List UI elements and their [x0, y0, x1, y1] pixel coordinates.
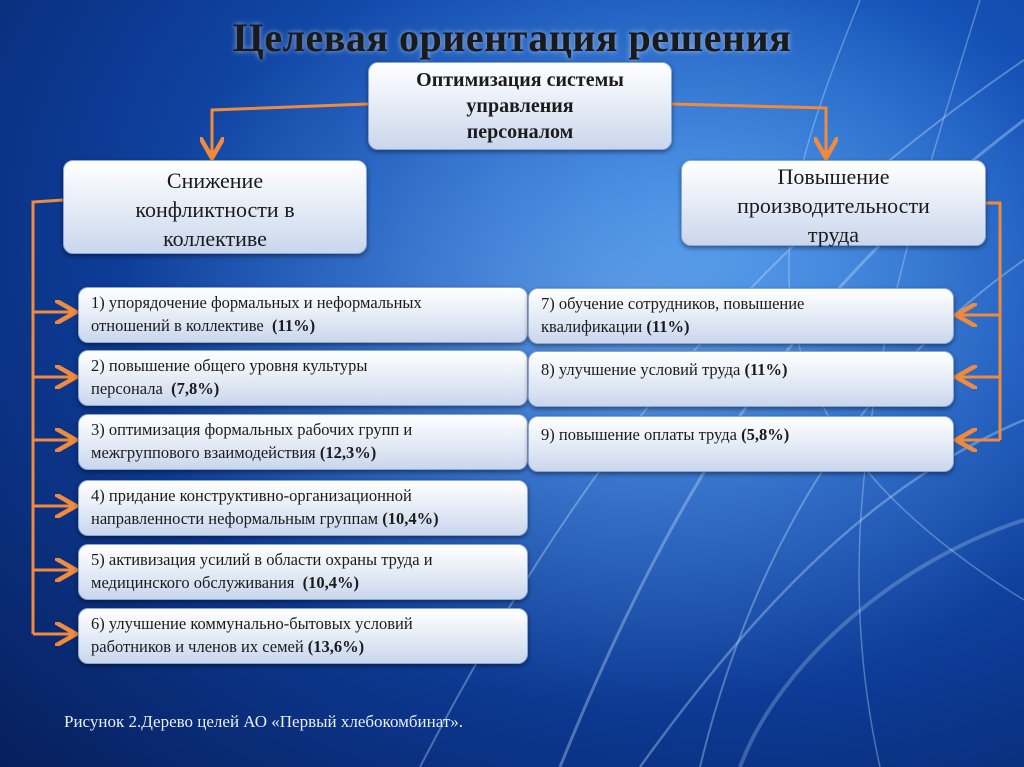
item-line-2: квалификации: [541, 317, 647, 336]
item-line-2: медицинского обслуживания: [91, 573, 299, 592]
root-line-1: Оптимизация системы: [416, 69, 624, 91]
page-title: Целевая ориентация решения: [232, 15, 792, 60]
item-line-2: направленности неформальным группам: [91, 509, 383, 528]
item-line-1: 8) улучшение условий труда: [541, 360, 745, 379]
item-percent: (7,8%): [171, 379, 220, 398]
item-line-1: 7) обучение сотрудников, повышение: [541, 294, 805, 313]
item-line-1: 2) повышение общего уровня культуры: [91, 356, 368, 375]
root-line-3: персоналом: [466, 121, 574, 143]
item-line-2: отношений в коллективе: [91, 316, 268, 335]
item-line-2: межгруппового взаимодействия: [91, 443, 320, 462]
left-item-4: [78, 480, 528, 536]
item-line-2: работников и членов их семей: [91, 637, 308, 656]
item-percent: (11%): [646, 317, 690, 336]
right-spine: [986, 203, 1000, 440]
left-item-5: [78, 544, 528, 600]
right-item-8: [528, 351, 954, 407]
item-percent: (5,8%): [741, 425, 790, 444]
item-line-1: 6) улучшение коммунально-бытовых условий: [91, 614, 413, 633]
right-branch-line-1: Повышение: [777, 164, 890, 189]
left-branch-line-3: коллективе: [163, 226, 267, 251]
left-item-1: [78, 287, 528, 343]
left-item-3: [78, 414, 528, 470]
left-branch-box: [63, 160, 367, 254]
left-item-6: [78, 608, 528, 664]
right-branch-box: [681, 160, 986, 246]
item-line-2: персонала: [91, 379, 167, 398]
root-line-2: управления: [466, 95, 574, 117]
item-percent: (11%): [744, 360, 788, 379]
item-percent: (10,4%): [302, 573, 359, 592]
item-line-1: 1) упорядочение формальных и неформальных: [91, 293, 422, 312]
left-branch-line-1: Снижение: [166, 168, 264, 193]
right-branch-line-3: труда: [807, 222, 860, 247]
right-item-7: [528, 288, 954, 344]
left-branch-line-2: конфликтности в: [135, 197, 295, 222]
root-goal-box: [368, 62, 672, 150]
item-line-1: 9) повышение оплаты труда: [541, 425, 742, 444]
item-percent: (12,3%): [319, 443, 377, 462]
right-branch-line-2: производительности: [737, 193, 930, 218]
arrow-root-to-right: [672, 104, 826, 155]
item-percent: (11%): [272, 316, 316, 335]
item-line-1: 3) оптимизация формальных рабочих групп и: [91, 420, 413, 439]
arrow-root-to-left: [212, 104, 368, 155]
item-line-1: 5) активизация усилий в области охраны труда и: [91, 550, 433, 569]
right-item-9: [528, 416, 954, 472]
item-percent: (10,4%): [382, 509, 439, 528]
item-line-1: 4) придание конструктивно-организационной: [91, 486, 412, 505]
item-percent: (13,6%): [307, 637, 365, 656]
left-item-2: [78, 350, 528, 406]
figure-caption: Рисунок 2.Дерево целей АО «Первый хлебокомбинат».: [64, 712, 464, 731]
